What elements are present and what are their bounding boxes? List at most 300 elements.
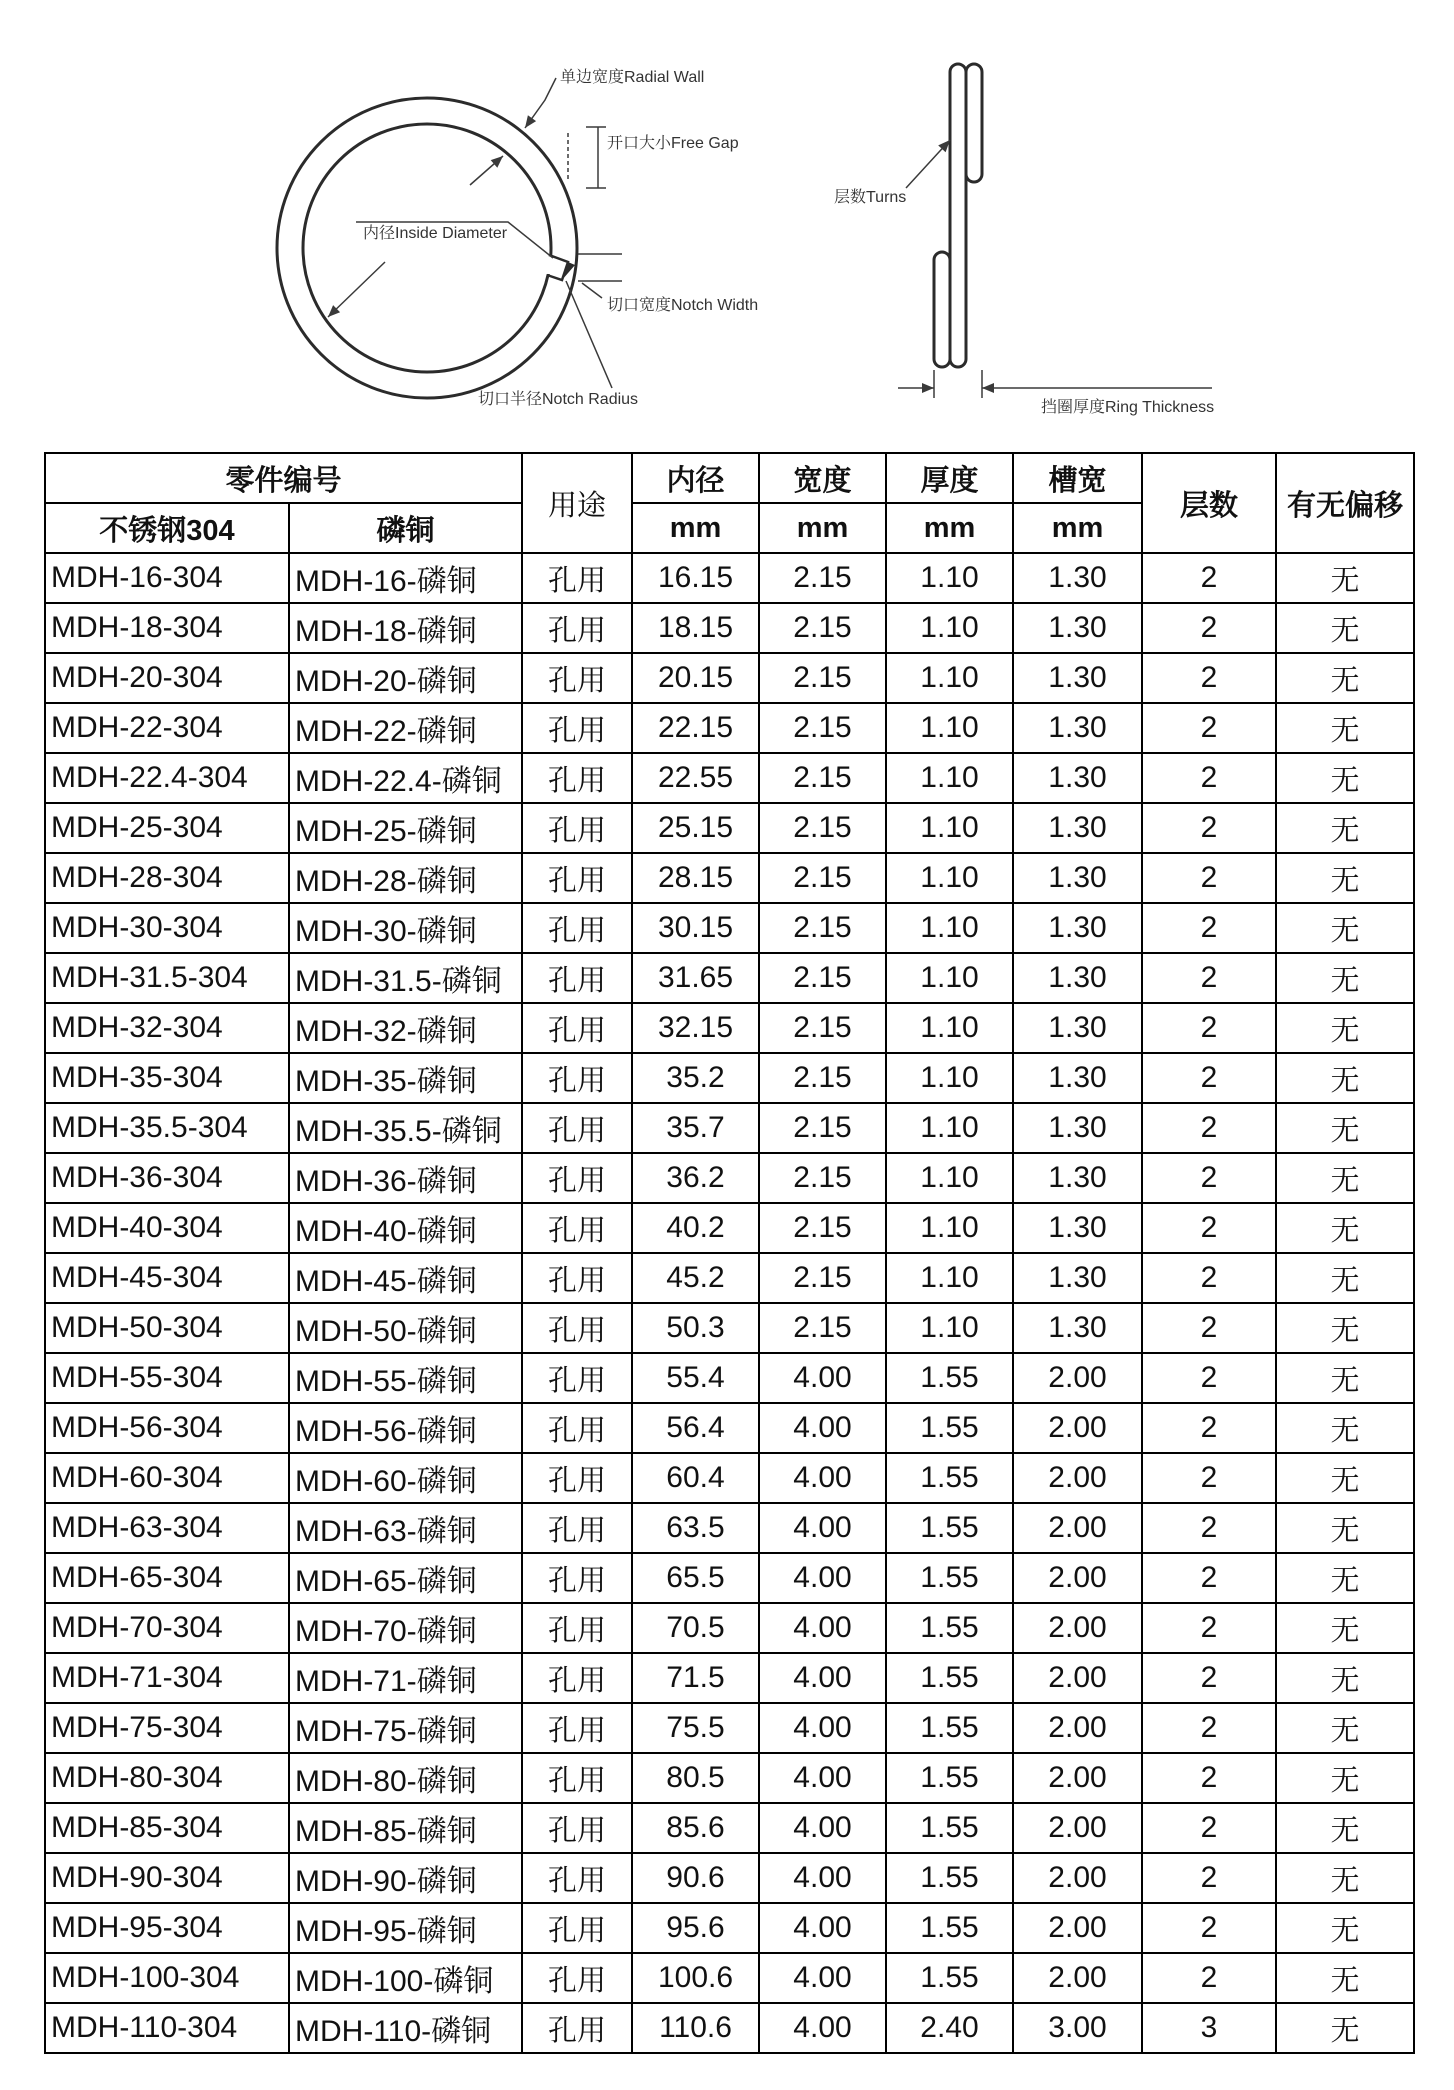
cell-part-number-bronze: MDH-110-磷铜: [290, 2004, 521, 2052]
cell-width: 4.00: [760, 1904, 885, 1952]
cell-part-number-bronze: MDH-28-磷铜: [290, 854, 521, 902]
cell-part-number-stainless: MDH-100-304: [46, 1954, 288, 2002]
cell-offset: 无: [1277, 554, 1413, 602]
cell-usage: 孔用: [523, 1154, 631, 1202]
header-inner-diameter: 内径: [633, 454, 758, 502]
cell-width: 4.00: [760, 1454, 885, 1502]
header-groove-width: 槽宽: [1014, 454, 1141, 502]
cell-usage: 孔用: [523, 1554, 631, 1602]
cell-inner-diameter: 56.4: [633, 1404, 758, 1452]
header-usage: 用途: [523, 454, 631, 552]
cell-usage: 孔用: [523, 1104, 631, 1152]
cell-thickness: 1.10: [887, 854, 1012, 902]
cell-width: 2.15: [760, 854, 885, 902]
cell-thickness: 1.55: [887, 1854, 1012, 1902]
cell-part-number-stainless: MDH-65-304: [46, 1554, 288, 1602]
cell-offset: 无: [1277, 704, 1413, 752]
cell-groove-width: 2.00: [1014, 1904, 1141, 1952]
cell-part-number-stainless: MDH-45-304: [46, 1254, 288, 1302]
cell-turns: 2: [1143, 1154, 1275, 1202]
cell-inner-diameter: 16.15: [633, 554, 758, 602]
cell-offset: 无: [1277, 1754, 1413, 1802]
cell-thickness: 1.10: [887, 654, 1012, 702]
cell-inner-diameter: 30.15: [633, 904, 758, 952]
cell-usage: 孔用: [523, 1204, 631, 1252]
cell-part-number-bronze: MDH-50-磷铜: [290, 1304, 521, 1352]
cell-inner-diameter: 22.55: [633, 754, 758, 802]
cell-offset: 无: [1277, 654, 1413, 702]
cell-turns: 2: [1143, 1354, 1275, 1402]
cell-offset: 无: [1277, 1254, 1413, 1302]
cell-part-number-stainless: MDH-16-304: [46, 554, 288, 602]
cell-inner-diameter: 90.6: [633, 1854, 758, 1902]
cell-offset: 无: [1277, 1004, 1413, 1052]
cell-width: 4.00: [760, 1754, 885, 1802]
cell-thickness: 1.55: [887, 1954, 1012, 2002]
cell-groove-width: 1.30: [1014, 1054, 1141, 1102]
cell-offset: 无: [1277, 1354, 1413, 1402]
cell-part-number-stainless: MDH-22.4-304: [46, 754, 288, 802]
cell-thickness: 1.55: [887, 1754, 1012, 1802]
cell-width: 4.00: [760, 1804, 885, 1852]
cell-inner-diameter: 100.6: [633, 1954, 758, 2002]
cell-usage: 孔用: [523, 604, 631, 652]
cell-turns: 2: [1143, 1204, 1275, 1252]
cell-thickness: 1.55: [887, 1704, 1012, 1752]
arrowhead: [922, 383, 934, 393]
cell-width: 2.15: [760, 1254, 885, 1302]
cell-width: 2.15: [760, 1304, 885, 1352]
cell-offset: 无: [1277, 1854, 1413, 1902]
cell-usage: 孔用: [523, 1504, 631, 1552]
cell-groove-width: 1.30: [1014, 1154, 1141, 1202]
cell-usage: 孔用: [523, 704, 631, 752]
cell-part-number-bronze: MDH-22-磷铜: [290, 704, 521, 752]
cell-part-number-stainless: MDH-90-304: [46, 1854, 288, 1902]
cell-part-number-bronze: MDH-100-磷铜: [290, 1954, 521, 2002]
cell-inner-diameter: 50.3: [633, 1304, 758, 1352]
cell-usage: 孔用: [523, 1954, 631, 2002]
cell-part-number-stainless: MDH-75-304: [46, 1704, 288, 1752]
header-width-unit: mm: [760, 504, 885, 552]
cell-thickness: 1.10: [887, 704, 1012, 752]
cell-offset: 无: [1277, 1304, 1413, 1352]
cell-part-number-stainless: MDH-28-304: [46, 854, 288, 902]
cell-inner-diameter: 25.15: [633, 804, 758, 852]
cell-inner-diameter: 28.15: [633, 854, 758, 902]
cell-width: 4.00: [760, 1654, 885, 1702]
cell-groove-width: 1.30: [1014, 854, 1141, 902]
cell-usage: 孔用: [523, 1354, 631, 1402]
cell-offset: 无: [1277, 1954, 1413, 2002]
arrowhead: [525, 115, 536, 128]
cell-usage: 孔用: [523, 854, 631, 902]
cell-groove-width: 1.30: [1014, 1004, 1141, 1052]
cell-width: 2.15: [760, 654, 885, 702]
cell-part-number-bronze: MDH-20-磷铜: [290, 654, 521, 702]
cell-groove-width: 1.30: [1014, 704, 1141, 752]
cell-offset: 无: [1277, 2004, 1413, 2052]
cell-usage: 孔用: [523, 654, 631, 702]
notch-width-leader-line: [582, 283, 602, 298]
cell-usage: 孔用: [523, 1704, 631, 1752]
cell-inner-diameter: 32.15: [633, 1004, 758, 1052]
cell-groove-width: 2.00: [1014, 1404, 1141, 1452]
cell-groove-width: 1.30: [1014, 1304, 1141, 1352]
cell-part-number-stainless: MDH-35.5-304: [46, 1104, 288, 1152]
cell-part-number-bronze: MDH-18-磷铜: [290, 604, 521, 652]
cell-offset: 无: [1277, 1654, 1413, 1702]
cell-turns: 2: [1143, 1304, 1275, 1352]
header-phosphor-bronze: 磷铜: [290, 504, 521, 552]
label-ring-thickness: 挡圈厚度Ring Thickness: [1041, 399, 1215, 416]
cell-inner-diameter: 70.5: [633, 1604, 758, 1652]
cell-turns: 2: [1143, 1754, 1275, 1802]
cell-turns: 2: [1143, 1904, 1275, 1952]
cell-width: 4.00: [760, 1604, 885, 1652]
cell-thickness: 1.10: [887, 804, 1012, 852]
header-thickness: 厚度: [887, 454, 1012, 502]
cell-part-number-stainless: MDH-35-304: [46, 1054, 288, 1102]
cell-width: 2.15: [760, 554, 885, 602]
cell-turns: 2: [1143, 754, 1275, 802]
cell-offset: 无: [1277, 1054, 1413, 1102]
cell-turns: 2: [1143, 954, 1275, 1002]
label-turns: 层数Turns: [834, 189, 907, 206]
cell-usage: 孔用: [523, 1754, 631, 1802]
cell-groove-width: 2.00: [1014, 1754, 1141, 1802]
ring-turn-lower-strip: [934, 252, 950, 367]
cell-offset: 无: [1277, 904, 1413, 952]
header-turns: 层数: [1143, 454, 1275, 552]
cell-turns: 2: [1143, 1954, 1275, 2002]
cell-width: 2.15: [760, 1154, 885, 1202]
cell-part-number-stainless: MDH-18-304: [46, 604, 288, 652]
cell-groove-width: 1.30: [1014, 954, 1141, 1002]
cell-offset: 无: [1277, 804, 1413, 852]
cell-groove-width: 1.30: [1014, 904, 1141, 952]
cell-turns: 2: [1143, 854, 1275, 902]
cell-groove-width: 2.00: [1014, 1954, 1141, 2002]
cell-part-number-bronze: MDH-55-磷铜: [290, 1354, 521, 1402]
cell-turns: 2: [1143, 1554, 1275, 1602]
cell-width: 4.00: [760, 1704, 885, 1752]
header-thickness-unit: mm: [887, 504, 1012, 552]
cell-usage: 孔用: [523, 554, 631, 602]
cell-part-number-stainless: MDH-22-304: [46, 704, 288, 752]
cell-width: 4.00: [760, 1504, 885, 1552]
cell-turns: 2: [1143, 704, 1275, 752]
cell-usage: 孔用: [523, 1404, 631, 1452]
cell-offset: 无: [1277, 604, 1413, 652]
cell-groove-width: 1.30: [1014, 1204, 1141, 1252]
cell-width: 2.15: [760, 1204, 885, 1252]
ring-turn-main-strip: [950, 64, 966, 367]
cell-inner-diameter: 18.15: [633, 604, 758, 652]
cell-part-number-stainless: MDH-25-304: [46, 804, 288, 852]
cell-thickness: 1.55: [887, 1654, 1012, 1702]
header-stainless-304: 不锈钢304: [46, 504, 288, 552]
header-width: 宽度: [760, 454, 885, 502]
cell-inner-diameter: 80.5: [633, 1754, 758, 1802]
cell-groove-width: 1.30: [1014, 654, 1141, 702]
cell-groove-width: 1.30: [1014, 804, 1141, 852]
cell-part-number-bronze: MDH-45-磷铜: [290, 1254, 521, 1302]
cell-part-number-bronze: MDH-25-磷铜: [290, 804, 521, 852]
cell-inner-diameter: 55.4: [633, 1354, 758, 1402]
cell-width: 4.00: [760, 2004, 885, 2052]
cell-turns: 2: [1143, 604, 1275, 652]
cell-part-number-stainless: MDH-70-304: [46, 1604, 288, 1652]
cell-turns: 2: [1143, 1654, 1275, 1702]
cell-thickness: 1.10: [887, 1104, 1012, 1152]
cell-part-number-bronze: MDH-22.4-磷铜: [290, 754, 521, 802]
ring-inner-edge: [303, 124, 551, 372]
cell-groove-width: 2.00: [1014, 1354, 1141, 1402]
cell-thickness: 1.10: [887, 554, 1012, 602]
cell-turns: 2: [1143, 1854, 1275, 1902]
cell-part-number-bronze: MDH-70-磷铜: [290, 1604, 521, 1652]
cell-groove-width: 2.00: [1014, 1604, 1141, 1652]
cell-part-number-bronze: MDH-95-磷铜: [290, 1904, 521, 1952]
cell-part-number-bronze: MDH-75-磷铜: [290, 1704, 521, 1752]
cell-offset: 无: [1277, 1104, 1413, 1152]
cell-thickness: 1.10: [887, 754, 1012, 802]
cell-groove-width: 2.00: [1014, 1554, 1141, 1602]
cell-turns: 2: [1143, 1504, 1275, 1552]
cell-turns: 2: [1143, 654, 1275, 702]
cell-offset: 无: [1277, 1154, 1413, 1202]
cell-usage: 孔用: [523, 954, 631, 1002]
cell-width: 2.15: [760, 1004, 885, 1052]
cell-width: 2.15: [760, 1054, 885, 1102]
cell-groove-width: 2.00: [1014, 1654, 1141, 1702]
cell-part-number-stainless: MDH-20-304: [46, 654, 288, 702]
cell-width: 4.00: [760, 1954, 885, 2002]
cell-groove-width: 2.00: [1014, 1504, 1141, 1552]
cell-part-number-stainless: MDH-95-304: [46, 1904, 288, 1952]
cell-thickness: 1.10: [887, 1054, 1012, 1102]
cell-part-number-stainless: MDH-56-304: [46, 1404, 288, 1452]
cell-part-number-stainless: MDH-80-304: [46, 1754, 288, 1802]
cell-turns: 2: [1143, 1704, 1275, 1752]
cell-part-number-stainless: MDH-36-304: [46, 1154, 288, 1202]
cell-offset: 无: [1277, 1804, 1413, 1852]
ring-front-view: [277, 68, 758, 408]
cell-thickness: 1.55: [887, 1554, 1012, 1602]
cell-inner-diameter: 45.2: [633, 1254, 758, 1302]
cell-groove-width: 1.30: [1014, 1254, 1141, 1302]
cell-part-number-stainless: MDH-110-304: [46, 2004, 288, 2052]
cell-part-number-bronze: MDH-40-磷铜: [290, 1204, 521, 1252]
cell-part-number-bronze: MDH-60-磷铜: [290, 1454, 521, 1502]
label-free-gap: 开口大小Free Gap: [607, 135, 739, 152]
cell-width: 2.15: [760, 954, 885, 1002]
header-inner-diameter-unit: mm: [633, 504, 758, 552]
cell-turns: 2: [1143, 1804, 1275, 1852]
cell-usage: 孔用: [523, 1604, 631, 1652]
cell-offset: 无: [1277, 1404, 1413, 1452]
cell-width: 2.15: [760, 804, 885, 852]
header-offset: 有无偏移: [1277, 454, 1413, 552]
cell-groove-width: 2.00: [1014, 1804, 1141, 1852]
header-part-number: 零件编号: [46, 454, 521, 502]
cell-offset: 无: [1277, 1704, 1413, 1752]
cell-thickness: 1.10: [887, 1154, 1012, 1202]
cell-inner-diameter: 63.5: [633, 1504, 758, 1552]
cell-inner-diameter: 110.6: [633, 2004, 758, 2052]
cell-thickness: 1.10: [887, 604, 1012, 652]
cell-width: 2.15: [760, 754, 885, 802]
cell-part-number-stainless: MDH-40-304: [46, 1204, 288, 1252]
cell-usage: 孔用: [523, 1804, 631, 1852]
label-inside-diameter: 内径Inside Diameter: [363, 225, 508, 242]
cell-groove-width: 3.00: [1014, 2004, 1141, 2052]
cell-usage: 孔用: [523, 1304, 631, 1352]
cell-thickness: 1.55: [887, 1804, 1012, 1852]
cell-part-number-bronze: MDH-35-磷铜: [290, 1054, 521, 1102]
cell-part-number-bronze: MDH-71-磷铜: [290, 1654, 521, 1702]
cell-offset: 无: [1277, 1454, 1413, 1502]
cell-thickness: 1.55: [887, 1404, 1012, 1452]
cell-usage: 孔用: [523, 1654, 631, 1702]
cell-part-number-stainless: MDH-60-304: [46, 1454, 288, 1502]
cell-inner-diameter: 40.2: [633, 1204, 758, 1252]
cell-turns: 2: [1143, 804, 1275, 852]
ring-outer-edge: [277, 98, 577, 398]
cell-thickness: 1.55: [887, 1454, 1012, 1502]
cell-part-number-stainless: MDH-55-304: [46, 1354, 288, 1402]
cell-thickness: 2.40: [887, 2004, 1012, 2052]
cell-part-number-bronze: MDH-31.5-磷铜: [290, 954, 521, 1002]
ring-side-view: [834, 64, 1214, 416]
cell-part-number-stainless: MDH-50-304: [46, 1304, 288, 1352]
cell-inner-diameter: 22.15: [633, 704, 758, 752]
cell-width: 4.00: [760, 1554, 885, 1602]
cell-turns: 2: [1143, 1104, 1275, 1152]
cell-turns: 2: [1143, 1604, 1275, 1652]
cell-usage: 孔用: [523, 754, 631, 802]
cell-inner-diameter: 65.5: [633, 1554, 758, 1602]
cell-offset: 无: [1277, 1554, 1413, 1602]
header-groove-width-unit: mm: [1014, 504, 1141, 552]
label-radial-wall: 单边宽度Radial Wall: [560, 69, 705, 86]
cell-turns: 2: [1143, 1404, 1275, 1452]
cell-turns: 2: [1143, 1054, 1275, 1102]
cell-usage: 孔用: [523, 904, 631, 952]
cell-turns: 2: [1143, 1004, 1275, 1052]
cell-part-number-bronze: MDH-65-磷铜: [290, 1554, 521, 1602]
cell-offset: 无: [1277, 1204, 1413, 1252]
cell-inner-diameter: 36.2: [633, 1154, 758, 1202]
label-notch-radius: 切口半径Notch Radius: [478, 391, 639, 408]
cell-part-number-stainless: MDH-32-304: [46, 1004, 288, 1052]
cell-part-number-stainless: MDH-31.5-304: [46, 954, 288, 1002]
cell-usage: 孔用: [523, 2004, 631, 2052]
cell-part-number-bronze: MDH-56-磷铜: [290, 1404, 521, 1452]
cell-part-number-bronze: MDH-36-磷铜: [290, 1154, 521, 1202]
cell-thickness: 1.10: [887, 1304, 1012, 1352]
cell-width: 4.00: [760, 1404, 885, 1452]
cell-groove-width: 1.30: [1014, 554, 1141, 602]
cell-part-number-stainless: MDH-85-304: [46, 1804, 288, 1852]
cell-thickness: 1.55: [887, 1354, 1012, 1402]
cell-thickness: 1.10: [887, 1254, 1012, 1302]
cell-part-number-bronze: MDH-63-磷铜: [290, 1504, 521, 1552]
cell-inner-diameter: 35.2: [633, 1054, 758, 1102]
cell-groove-width: 2.00: [1014, 1854, 1141, 1902]
cell-width: 4.00: [760, 1354, 885, 1402]
cell-groove-width: 2.00: [1014, 1704, 1141, 1752]
cell-turns: 2: [1143, 554, 1275, 602]
cell-offset: 无: [1277, 954, 1413, 1002]
ring-turn-upper-strip: [966, 64, 982, 182]
cell-offset: 无: [1277, 1504, 1413, 1552]
cell-usage: 孔用: [523, 1904, 631, 1952]
cell-width: 2.15: [760, 604, 885, 652]
cell-turns: 3: [1143, 2004, 1275, 2052]
notch-cut: [544, 256, 554, 274]
cell-thickness: 1.55: [887, 1504, 1012, 1552]
cell-inner-diameter: 60.4: [633, 1454, 758, 1502]
cell-part-number-stainless: MDH-71-304: [46, 1654, 288, 1702]
cell-turns: 2: [1143, 1454, 1275, 1502]
cell-usage: 孔用: [523, 804, 631, 852]
cell-usage: 孔用: [523, 1254, 631, 1302]
cell-thickness: 1.10: [887, 904, 1012, 952]
cell-part-number-bronze: MDH-85-磷铜: [290, 1804, 521, 1852]
cell-thickness: 1.55: [887, 1904, 1012, 1952]
cell-part-number-stainless: MDH-30-304: [46, 904, 288, 952]
ring-dimension-diagrams: [0, 0, 1454, 440]
cell-inner-diameter: 31.65: [633, 954, 758, 1002]
cell-offset: 无: [1277, 1604, 1413, 1652]
cell-groove-width: 1.30: [1014, 1104, 1141, 1152]
cell-groove-width: 2.00: [1014, 1454, 1141, 1502]
cell-usage: 孔用: [523, 1454, 631, 1502]
cell-offset: 无: [1277, 1904, 1413, 1952]
notch-radius-leader-line: [566, 281, 612, 388]
cell-groove-width: 1.30: [1014, 604, 1141, 652]
cell-part-number-bronze: MDH-35.5-磷铜: [290, 1104, 521, 1152]
cell-part-number-stainless: MDH-63-304: [46, 1504, 288, 1552]
label-notch-width: 切口宽度Notch Width: [607, 297, 759, 314]
cell-offset: 无: [1277, 854, 1413, 902]
cell-offset: 无: [1277, 754, 1413, 802]
cell-part-number-bronze: MDH-80-磷铜: [290, 1754, 521, 1802]
cell-inner-diameter: 85.6: [633, 1804, 758, 1852]
cell-thickness: 1.10: [887, 954, 1012, 1002]
cell-usage: 孔用: [523, 1854, 631, 1902]
cell-part-number-bronze: MDH-16-磷铜: [290, 554, 521, 602]
cell-thickness: 1.10: [887, 1204, 1012, 1252]
cell-turns: 2: [1143, 1254, 1275, 1302]
cell-width: 4.00: [760, 1854, 885, 1902]
cell-inner-diameter: 20.15: [633, 654, 758, 702]
cell-usage: 孔用: [523, 1004, 631, 1052]
arrowhead: [982, 383, 994, 393]
cell-width: 2.15: [760, 704, 885, 752]
cell-part-number-bronze: MDH-90-磷铜: [290, 1854, 521, 1902]
cell-turns: 2: [1143, 904, 1275, 952]
cell-inner-diameter: 71.5: [633, 1654, 758, 1702]
cell-part-number-bronze: MDH-30-磷铜: [290, 904, 521, 952]
cell-inner-diameter: 75.5: [633, 1704, 758, 1752]
cell-part-number-bronze: MDH-32-磷铜: [290, 1004, 521, 1052]
cell-thickness: 1.10: [887, 1004, 1012, 1052]
cell-inner-diameter: 35.7: [633, 1104, 758, 1152]
spec-table: [44, 452, 1415, 2054]
